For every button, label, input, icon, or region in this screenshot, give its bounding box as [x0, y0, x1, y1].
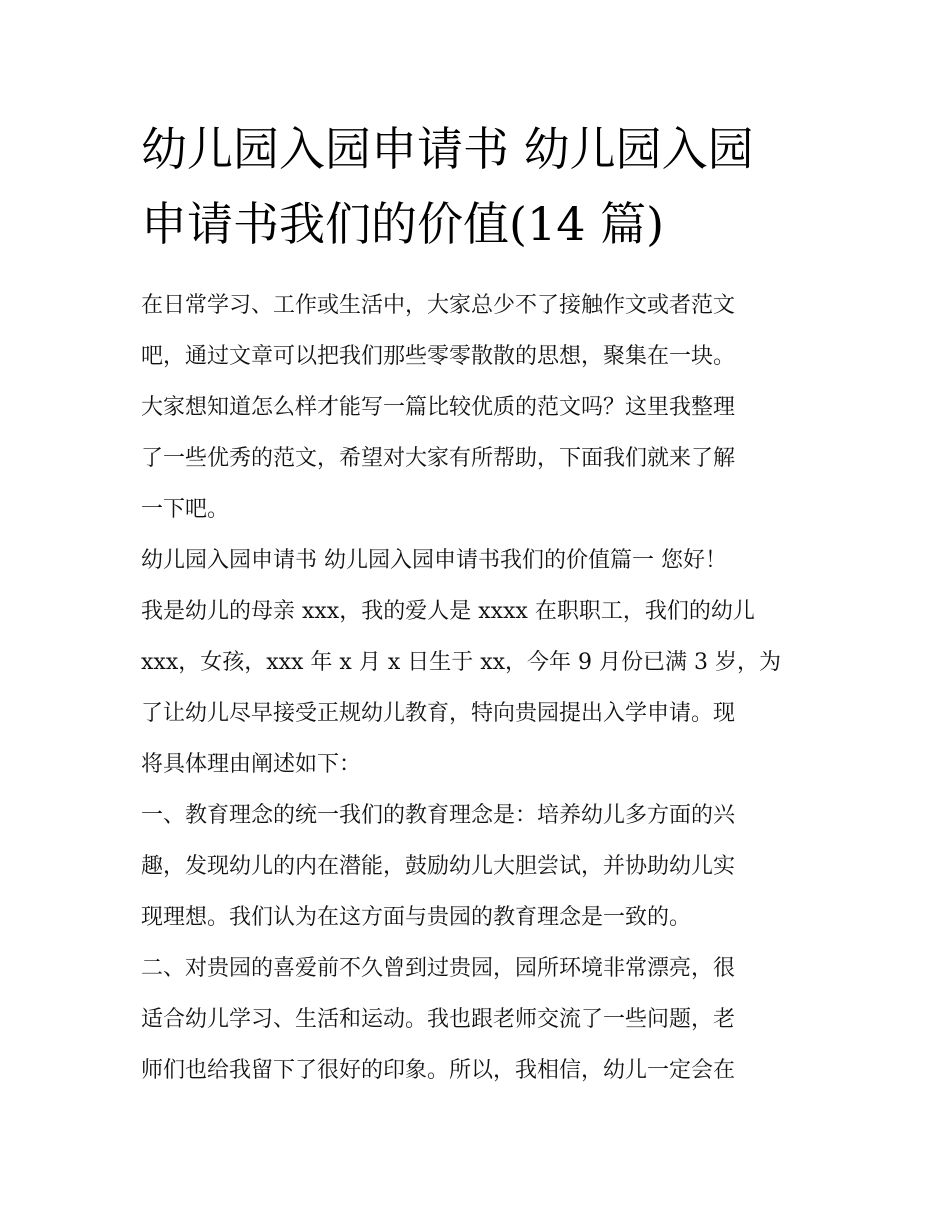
text-line: 趣，发现幼儿的内在潜能，鼓励幼儿大胆尝试，并协助幼儿实 [141, 854, 736, 879]
text-line: xxx，女孩，xxx 年 x 月 x 日生于 xx，今年 9 月份已满 3 岁，为 [141, 650, 781, 675]
title-line: 申请书我们的价值(14 篇) [141, 197, 665, 251]
paragraph-letter-opening [141, 535, 813, 790]
text-line: 吧，通过文章可以把我们那些零零散散的思想，聚集在一块。 [141, 344, 736, 369]
text-line: 一下吧。 [141, 497, 230, 522]
text-line: 在日常学习、工作或生活中，大家总少不了接触作文或者范文 [141, 293, 736, 318]
paragraph-intro [141, 280, 813, 535]
document-body [141, 112, 813, 1096]
text-line: 了一些优秀的范文，希望对大家有所帮助，下面我们就来了解 [141, 446, 736, 471]
text-line: 了让幼儿尽早接受正规幼儿教育，特向贵园提出入学申请。现 [141, 701, 736, 726]
text-line: 二、对贵园的喜爱前不久曾到过贵园，园所环境非常漂亮，很 [141, 956, 736, 981]
text-line: 大家想知道怎么样才能写一篇比较优质的范文吗？这里我整理 [141, 395, 736, 420]
page-title [141, 112, 813, 262]
text-line: 幼儿园入园申请书 幼儿园入园申请书我们的价值篇一 您好！ [141, 548, 727, 573]
paragraph-reason-one [141, 790, 813, 943]
paragraph-reason-two [141, 943, 813, 1096]
title-line: 幼儿园入园申请书 幼儿园入园 [141, 122, 754, 176]
text-line: 师们也给我留下了很好的印象。所以，我相信，幼儿一定会在 [141, 1058, 736, 1083]
text-line: 我是幼儿的母亲 xxx，我的爱人是 xxxx 在职职工，我们的幼儿 [141, 599, 755, 624]
text-line: 一、教育理念的统一我们的教育理念是：培养幼儿多方面的兴 [141, 803, 736, 828]
text-line: 现理想。我们认为在这方面与贵园的教育理念是一致的。 [141, 905, 692, 930]
text-line: 适合幼儿学习、生活和运动。我也跟老师交流了一些问题，老 [141, 1007, 736, 1032]
text-line: 将具体理由阐述如下： [141, 752, 362, 777]
